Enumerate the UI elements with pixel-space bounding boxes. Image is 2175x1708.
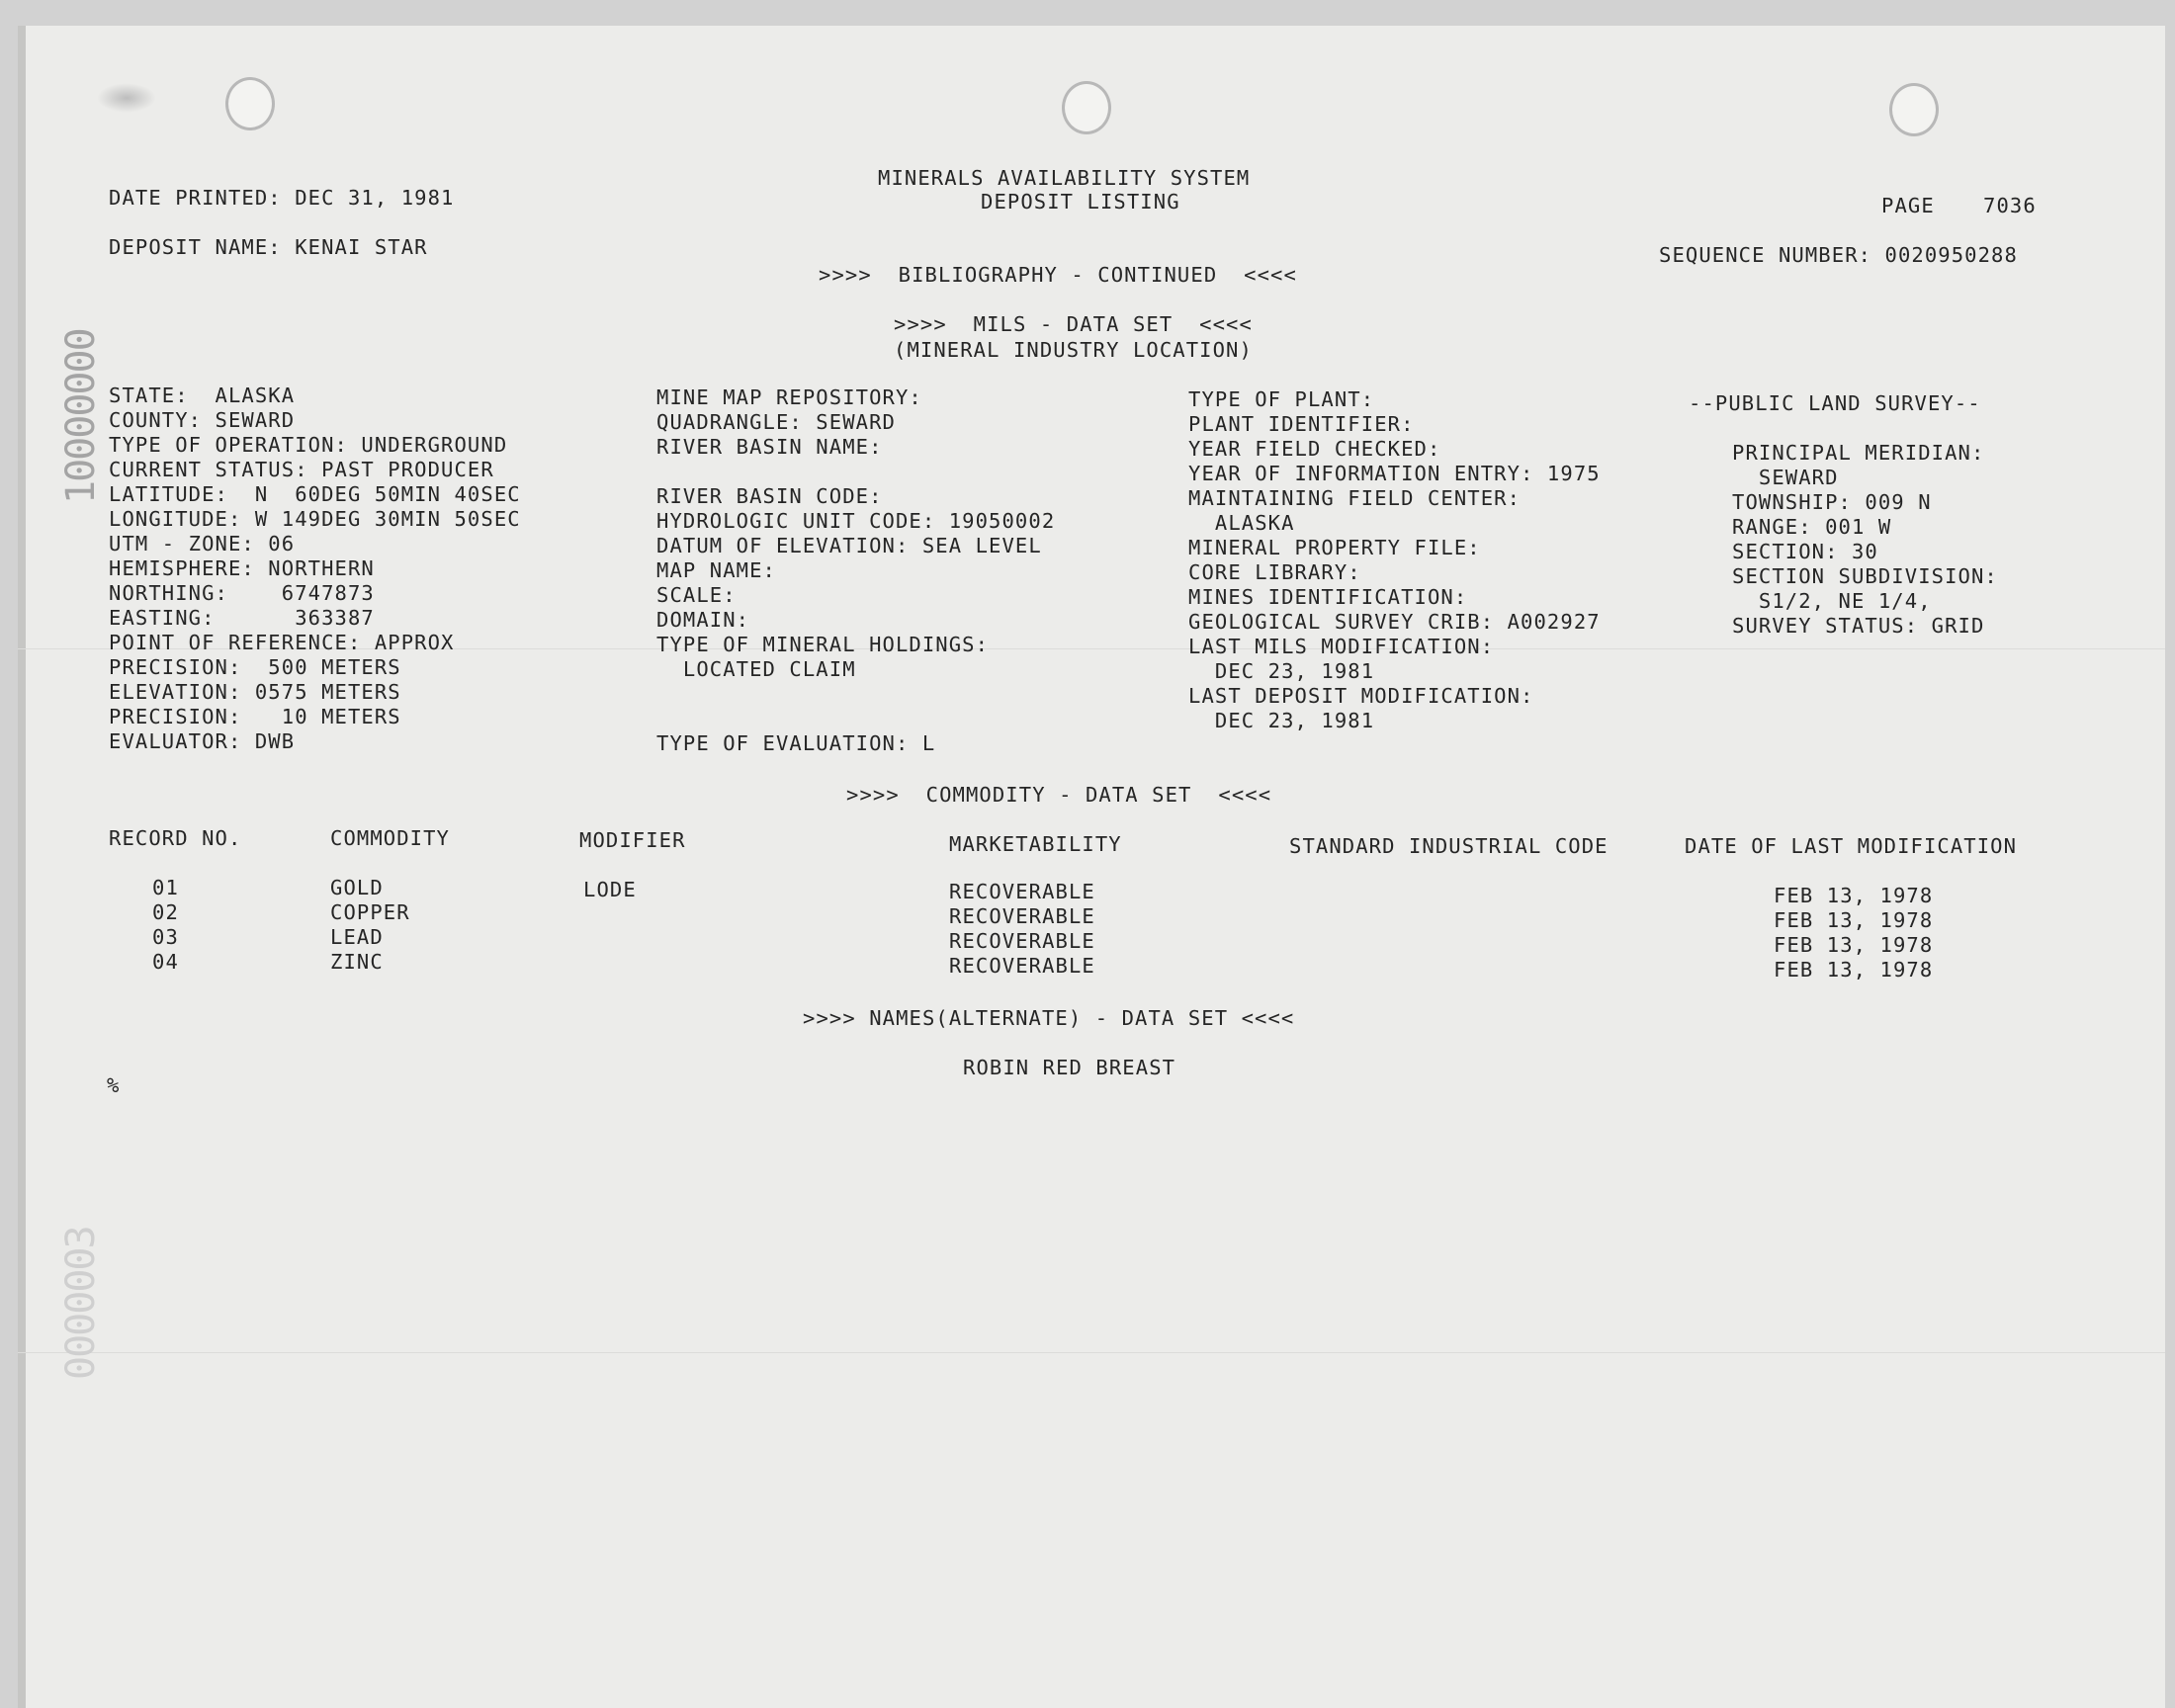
ink-smudge <box>97 83 156 113</box>
sequence-number: SEQUENCE NUMBER: 0020950288 <box>1659 243 2018 267</box>
col-header-marketability: MARKETABILITY <box>949 832 1122 856</box>
modification-date: FEB 13, 1978 <box>1774 958 1934 982</box>
land-survey-heading: --PUBLIC LAND SURVEY-- <box>1689 391 1981 415</box>
commodity-name: LEAD <box>330 925 384 949</box>
page-label: PAGE <box>1881 194 1935 217</box>
col-header-record: RECORD NO. <box>109 826 242 850</box>
col-header-commodity: COMMODITY <box>330 826 450 850</box>
date-printed: DATE PRINTED: DEC 31, 1981 <box>109 186 455 210</box>
marketability: RECOVERABLE <box>949 880 1095 903</box>
deposit-name: DEPOSIT NAME: KENAI STAR <box>109 235 428 259</box>
commodity-heading: >>>> COMMODITY - DATA SET <<<< <box>846 783 1272 807</box>
marketability: RECOVERABLE <box>949 954 1095 978</box>
modification-date: FEB 13, 1978 <box>1774 933 1934 957</box>
commodity-modifier: LODE <box>583 878 637 901</box>
punch-hole-left <box>225 77 275 130</box>
col-header-sic: STANDARD INDUSTRIAL CODE <box>1289 834 1609 858</box>
end-marker: % <box>107 1073 121 1097</box>
binding-edge <box>18 26 26 1708</box>
modification-date: FEB 13, 1978 <box>1774 884 1934 907</box>
commodity-name: GOLD <box>330 876 384 899</box>
document-page: 10000000 0000003 DATE PRINTED: DEC 31, 1981 MINERALS AVAILABILITY SYSTEM DEPOSIT LISTING PAGE 7036 DEPOSIT NAME: KENAI STAR SEQUENCE NUMBER: 0020950288 >>>> BIBLIOGRAPHY - CONTINUED <<<< >>>> MILS - DATA SET <<<< (MINERAL INDUSTRY LOCATION) STATE: ALASKA COUNTY: SEWARD TYPE OF OPERATION: UNDERGROUND CURRENT STATUS: PAST PRODUCER LATITUDE: N 60DEG 50MIN 40SEC LONGITUDE: W 149DEG 30MIN 50SEC UTM - ZONE: 06 HEMISPHERE: NORTHERN NORTHING: 6747873 EASTING: 363387 POINT OF REFERENCE: APPROX PRECISION: 500 METERS ELEVATION: 0575 METERS PRECISION: 10 METERS EVALUATOR: DWB MINE MAP REPOSITORY: QUADRANGLE: SEWARD RIVER BASIN NAME: RIVER BASIN CODE: HYDROLOGIC UNIT CODE: 19050002 DATUM OF ELEVATION: SEA LEVEL MAP NAME: SCALE: DOMAIN: TYPE OF MINERAL HOLDINGS: LOCATED CLAIM TYPE OF EVALUATION: L TYPE OF PLANT: PLANT IDENTIFIER: YEAR FIELD CHECKED: YEAR OF INFORMATION ENTRY: 1975 MAINTAINING FIELD CENTER: ALASKA MINERAL PROPERTY FILE: CORE LIBRARY: MINES IDENTIFICATION: GEOLOGICAL SURVEY CRIB: A002927 LAST MILS MODIFICATION: DEC 23, 1981 LAST DEPOSIT MODIFICATION: DEC 23, 1981 --PUBLIC LAND SURVEY-- PRINCIPAL MERIDIAN: SEWARD TOWNSHIP: 009 N RANGE: 001 W SECTION: 30 SECTION SUBDIVISION: S1/2, NE 1/4, SURVEY STATUS: GRID >>>> COMMODITY - DATA SET <<<< RECORD NO. COMMODITY MODIFIER MARKETABILITY STANDARD INDUSTRIAL CODE DATE OF LAST MODIFICATION 01 GOLD LODE RECOVERABLE FEB 13, 1978 02 COPPER RECOVERABLE FEB 13, 1978 03 LEAD RECOVERABLE FEB 13, 1978 04 ZINC RECOVERABLE FEB 13, 1978 >>>> NAMES(ALTERNATE) - DATA SET <<<< ROBIN RED BREAST % <box>18 26 2165 1708</box>
margin-code-top: 10000000 <box>58 329 104 504</box>
commodity-name: COPPER <box>330 900 410 924</box>
record-number: 02 <box>152 900 179 924</box>
punch-hole-center <box>1062 81 1111 134</box>
record-number: 01 <box>152 876 179 899</box>
col-header-date: DATE OF LAST MODIFICATION <box>1685 834 2018 858</box>
marketability: RECOVERABLE <box>949 904 1095 928</box>
page-number: 7036 <box>1983 194 2037 217</box>
record-number: 04 <box>152 950 179 974</box>
marketability: RECOVERABLE <box>949 929 1095 953</box>
margin-code-bottom: 0000003 <box>58 1227 104 1380</box>
punch-hole-right <box>1889 83 1939 136</box>
mils-heading: >>>> MILS - DATA SET <<<< <box>894 312 1253 336</box>
mils-subheading: (MINERAL INDUSTRY LOCATION) <box>894 338 1253 362</box>
record-number: 03 <box>152 925 179 949</box>
listing-title: DEPOSIT LISTING <box>981 190 1180 214</box>
bibliography-heading: >>>> BIBLIOGRAPHY - CONTINUED <<<< <box>819 263 1297 287</box>
alternate-names-heading: >>>> NAMES(ALTERNATE) - DATA SET <<<< <box>803 1006 1295 1030</box>
commodity-name: ZINC <box>330 950 384 974</box>
page-fold-line <box>18 1352 2165 1353</box>
col-header-modifier: MODIFIER <box>579 828 686 852</box>
system-title: MINERALS AVAILABILITY SYSTEM <box>878 166 1251 190</box>
alternate-name: ROBIN RED BREAST <box>963 1056 1176 1079</box>
modification-date: FEB 13, 1978 <box>1774 908 1934 932</box>
